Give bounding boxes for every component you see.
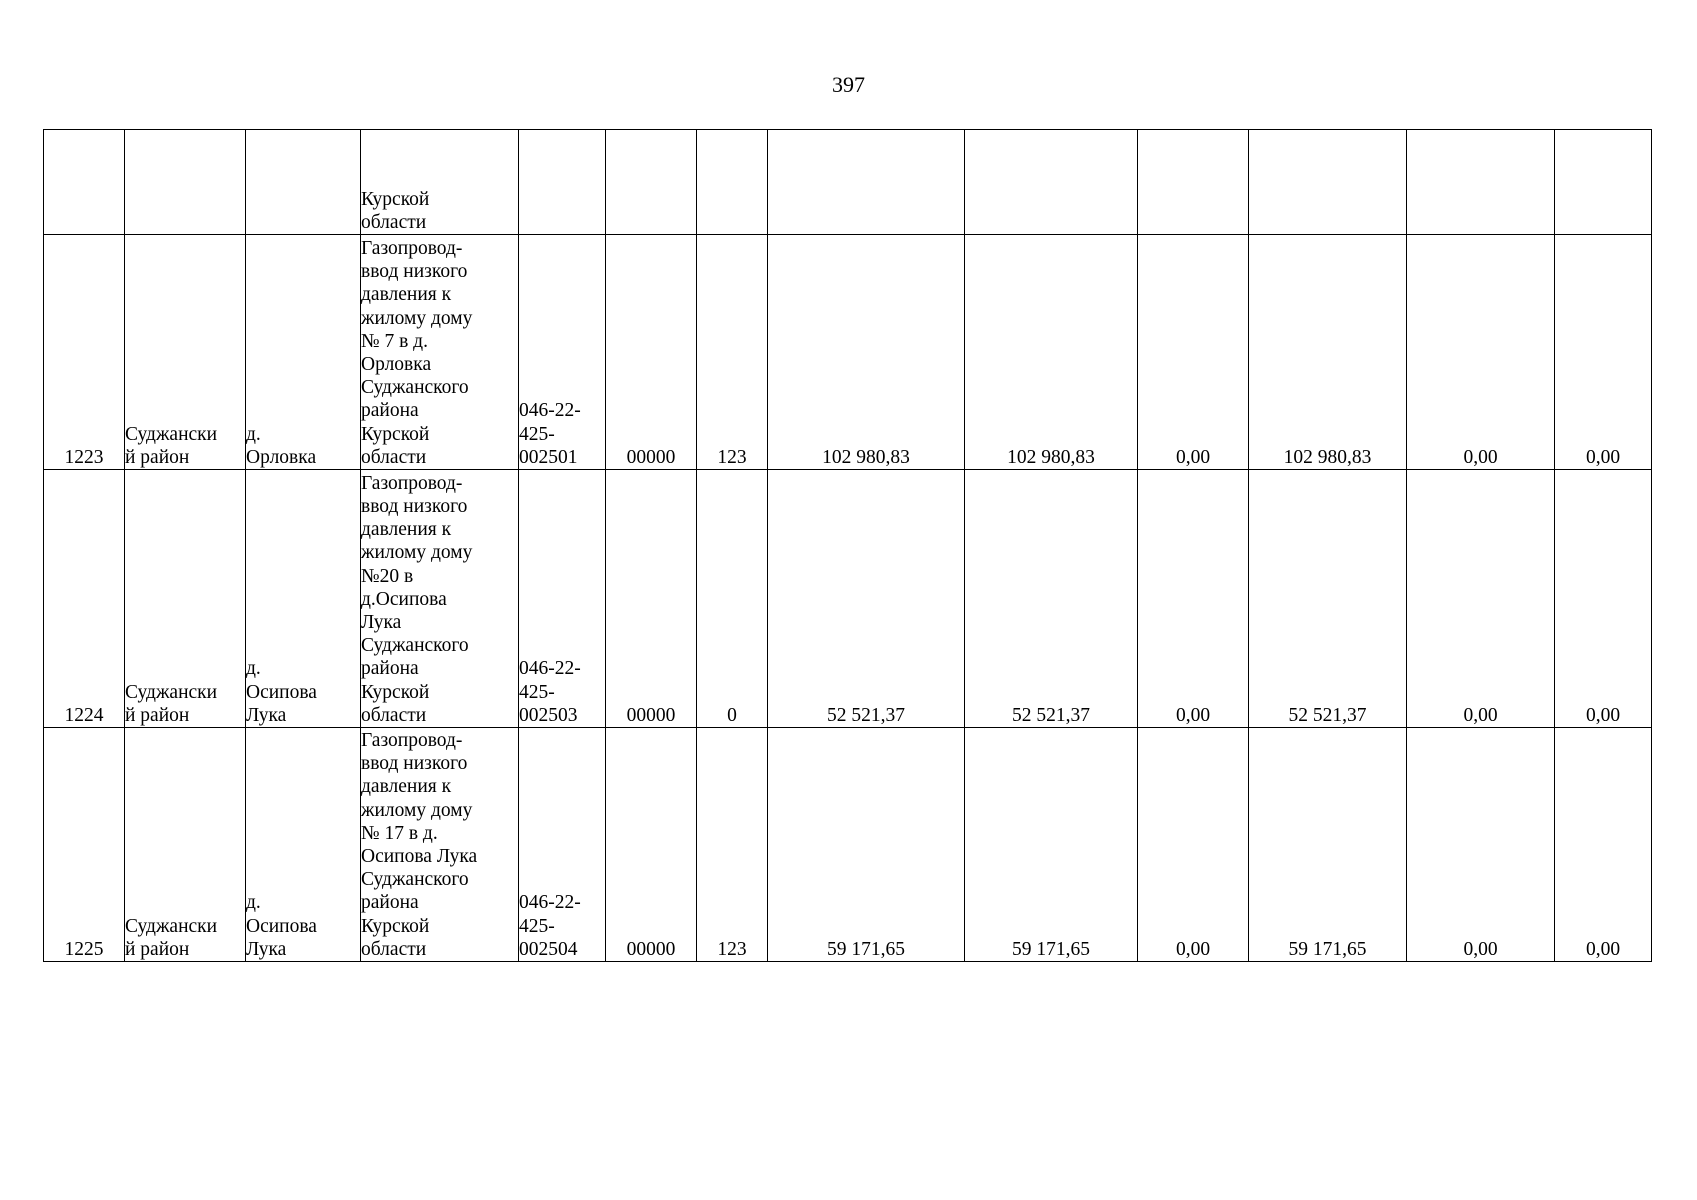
cell-value1: 102 980,83 bbox=[768, 235, 965, 470]
cell-district bbox=[125, 130, 246, 235]
table-row bbox=[44, 235, 1652, 470]
cell-value1: 52 521,37 bbox=[768, 470, 965, 728]
cell-value3: 0,00 bbox=[1138, 470, 1249, 728]
district-name: Суджански й район bbox=[125, 681, 218, 726]
cell-account: 0 bbox=[697, 470, 768, 728]
cell-value3: 0,00 bbox=[1138, 235, 1249, 470]
cell-value6 bbox=[1555, 130, 1652, 235]
cell-value2: 59 171,65 bbox=[965, 728, 1138, 962]
table-row bbox=[44, 470, 1652, 728]
locality-name: д. Осипова Лука bbox=[246, 658, 317, 726]
cell-no: 1225 bbox=[44, 728, 125, 962]
cell-no bbox=[44, 130, 125, 235]
cell-code bbox=[519, 470, 606, 728]
cell-value2: 52 521,37 bbox=[965, 470, 1138, 728]
cell-value5: 0,00 bbox=[1407, 470, 1555, 728]
object-name: Курской области bbox=[361, 188, 430, 233]
cell-object bbox=[361, 728, 519, 962]
district-name: Суджански й район bbox=[125, 915, 218, 960]
cell-object bbox=[361, 235, 519, 470]
cell-value4: 59 171,65 bbox=[1249, 728, 1407, 962]
cell-code bbox=[519, 130, 606, 235]
object-name: Газопровод- ввод низкого давления к жилому дому № 7 в д. Орловка Суджанского района Курской области bbox=[361, 237, 473, 468]
cell-object bbox=[361, 470, 519, 728]
district-name: Суджански й район bbox=[125, 423, 218, 468]
cell-value4 bbox=[1249, 130, 1407, 235]
table-row-continuation bbox=[44, 130, 1652, 235]
cell-account: 123 bbox=[697, 728, 768, 962]
cell-value6: 0,00 bbox=[1555, 470, 1652, 728]
cell-no: 1223 bbox=[44, 235, 125, 470]
cell-value2: 102 980,83 bbox=[965, 235, 1138, 470]
cell-value6: 0,00 bbox=[1555, 235, 1652, 470]
cell-district bbox=[125, 728, 246, 962]
table-row bbox=[44, 728, 1652, 962]
registry-table bbox=[43, 129, 1652, 962]
cell-value1: 59 171,65 bbox=[768, 728, 965, 962]
cell-locality bbox=[246, 235, 361, 470]
cell-district bbox=[125, 235, 246, 470]
cell-value3 bbox=[1138, 130, 1249, 235]
cell-value2 bbox=[965, 130, 1138, 235]
cell-district bbox=[125, 470, 246, 728]
object-name: Газопровод- ввод низкого давления к жилому дому №20 в д.Осипова Лука Суджанского района Курской области bbox=[361, 472, 473, 726]
cell-value5 bbox=[1407, 130, 1555, 235]
registry-code: 046-22- 425- 002503 bbox=[519, 658, 581, 726]
cell-group: 00000 bbox=[606, 470, 697, 728]
cell-group: 00000 bbox=[606, 235, 697, 470]
cell-value5: 0,00 bbox=[1407, 728, 1555, 962]
cell-account: 123 bbox=[697, 235, 768, 470]
registry-code: 046-22- 425- 002501 bbox=[519, 400, 581, 468]
cell-account bbox=[697, 130, 768, 235]
cell-group: 00000 bbox=[606, 728, 697, 962]
cell-value6: 0,00 bbox=[1555, 728, 1652, 962]
cell-locality bbox=[246, 130, 361, 235]
locality-name: д. Орловка bbox=[246, 423, 317, 468]
cell-value1 bbox=[768, 130, 965, 235]
cell-locality bbox=[246, 728, 361, 962]
cell-value4: 102 980,83 bbox=[1249, 235, 1407, 470]
object-name: Газопровод- ввод низкого давления к жилому дому № 17 в д. Осипова Лука Суджанского района Курской области bbox=[361, 729, 478, 960]
cell-group bbox=[606, 130, 697, 235]
cell-code bbox=[519, 235, 606, 470]
cell-no: 1224 bbox=[44, 470, 125, 728]
cell-object bbox=[361, 130, 519, 235]
cell-value5: 0,00 bbox=[1407, 235, 1555, 470]
cell-locality bbox=[246, 470, 361, 728]
cell-code bbox=[519, 728, 606, 962]
cell-value4: 52 521,37 bbox=[1249, 470, 1407, 728]
cell-value3: 0,00 bbox=[1138, 728, 1249, 962]
locality-name: д. Осипова Лука bbox=[246, 892, 317, 960]
page-number: 397 bbox=[832, 72, 865, 97]
registry-code: 046-22- 425- 002504 bbox=[519, 892, 581, 960]
